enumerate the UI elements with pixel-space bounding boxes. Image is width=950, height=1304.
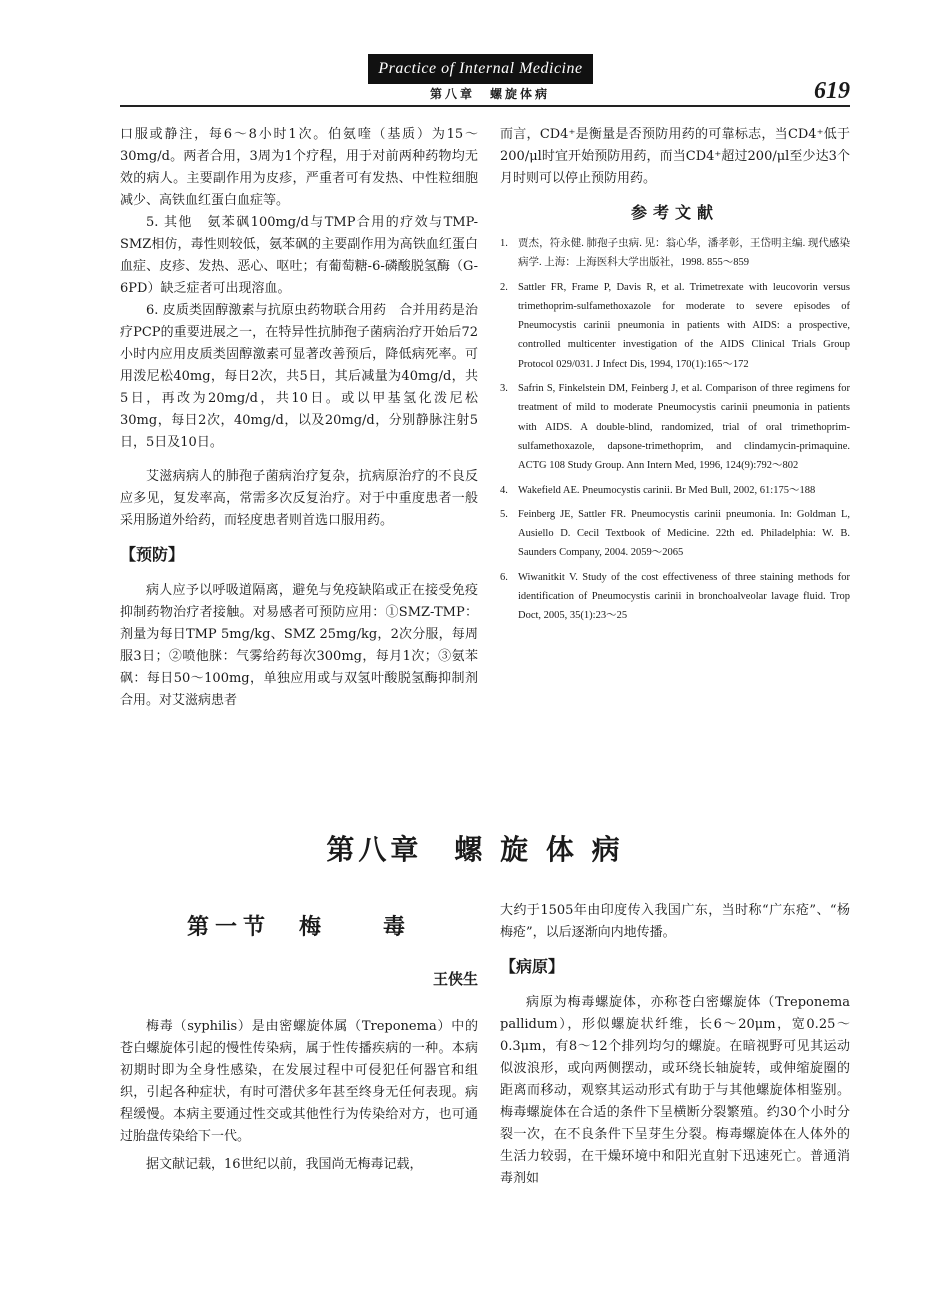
paragraph: 大约于1505年由印度传入我国广东，当时称“广东疮”、“杨梅疮”，以后逐渐向内地传播。 xyxy=(500,903,850,940)
right-column-bottom xyxy=(500,900,850,1190)
right-column-top xyxy=(500,124,850,631)
reference-number: 2. xyxy=(500,281,508,293)
running-chapter-tag: 第八章 螺旋体病 xyxy=(429,87,550,101)
reference-text: Wiwanitkit V. Study of the cost effectiveness of three staining methods for identification of Pneumocystis carinii in bronchoalveolar lavage fluid. Trop Doct, 2005, 35(1):23～25 xyxy=(518,571,850,622)
reference-text: 贾杰，符永健. 肺孢子虫病. 见：翁心华，潘孝彰，王岱明主编. 现代感染病学. 上海：上海医科大学出版社，1998. 855～859 xyxy=(518,238,850,269)
paragraph: 口服或静注，每6～8小时1次。伯氨喹（基质）为15～30mg/d。两者合用，3周为1个疗程，用于对前两种药物均无效的病人。主要副作用为皮疹，严重者可有发热、中性粒细胞减少、高铁血红蛋白血症等。 xyxy=(120,127,478,208)
reference-item xyxy=(500,568,850,626)
paragraph: 据文献记载，16世纪以前，我国尚无梅毒记载， xyxy=(146,1157,423,1172)
reference-number: 5. xyxy=(500,508,508,520)
reference-item xyxy=(500,505,850,563)
paragraph: 6. 皮质类固醇激素与抗原虫药物联合用药 合并用药是治疗PCP的重要进展之一，在特异性抗肺孢子菌病治疗开始后72小时内应用皮质类固醇激素可显著改善预后，降低病死率。可用泼尼松40mg，每日2次，共5日，其后减量为40mg/d，共5日，再改为20mg/d，共10日。或以甲基氢化泼尼松30mg，每日2次，40mg/d，以及20mg/d，分别静脉注射5日，5日及10日。 xyxy=(120,303,478,450)
header-rule xyxy=(120,105,850,107)
left-column-bottom xyxy=(120,1016,478,1176)
paragraph: 5. 其他 氨苯砜100mg/d与TMP合用的疗效与TMP-SMZ相仿，毒性则较低，氨苯砜的主要副作用为高铁血红蛋白血症、皮疹、发热、恶心、呕吐；有葡萄糖-6-磷酸脱氢酶（G-6PD）缺乏症者可出现溶血。 xyxy=(120,215,478,296)
reference-list xyxy=(500,234,850,626)
journal-banner: Practice of Internal Medicine xyxy=(368,54,593,84)
reference-text: Sattler FR, Frame P, Davis R, et al. Trimetrexate with leucovorin versus trimethoprim-sulfamethoxazole for moderate to severe episodes of Pneumocystis carinii pneumonia in patients with AIDS: a prospective, controlled multicenter investigation of the AIDS Clinical Trials Group Protocol 029/031. J Infect Dis, 1994, 170(1):165～172 xyxy=(518,281,850,370)
chapter-title: 第八章 螺 旋 体 病 xyxy=(326,833,624,866)
left-column-top xyxy=(120,124,478,712)
section-title: 第一节 梅 毒 xyxy=(186,914,411,940)
paragraph: 病人应予以呼吸道隔离，避免与免疫缺陷或正在接受免疫抑制药物治疗者接触。对易感者可预防应用：①SMZ-TMP：剂量为每日TMP 5mg/kg、SMZ 25mg/kg，2次分服，每周服3日；②喷他脒：气雾给药每次300mg，每月1次；③氨苯砜：每日50～100mg，单独应用或与双氢叶酸脱氢酶抑制剂合用。对艾滋病患者 xyxy=(120,583,478,708)
reference-number: 1. xyxy=(500,238,508,249)
paragraph: 梅毒（syphilis）是由密螺旋体属（Treponema）中的苍白螺旋体引起的慢性传染病，属于性传播疾病的一种。本病初期时即为全身性感染，在发展过程中可侵犯任何器官和组织，引起各种症状，有时可潜伏多年甚至终身无任何表现。病程缓慢。本病主要通过性交或其他性行为传染给对方，也可通过胎盘传染给下一代。 xyxy=(120,1019,478,1144)
reference-item xyxy=(500,278,850,374)
author: 王侠生 xyxy=(432,970,478,988)
references-heading: 参考文献 xyxy=(630,203,719,222)
paragraph: 艾滋病病人的肺孢子菌病治疗复杂，抗病原治疗的不良反应多见，复发率高，常需多次反复治疗。对于中重度患者一般采用肠道外给药，而轻度患者则首选口服用药。 xyxy=(120,469,478,528)
reference-number: 4. xyxy=(500,484,508,496)
reference-number: 6. xyxy=(500,571,508,583)
reference-text: Wakefield AE. Pneumocystis carinii. Br Med Bull, 2002, 61:175～188 xyxy=(518,484,816,496)
paragraph: 而言，CD4⁺是衡量是否预防用药的可靠标志，当CD4⁺低于200/μl时宜开始预防用药，而当CD4⁺超过200/μl至少达3个月时则可以停止预防用药。 xyxy=(500,127,850,186)
paragraph: 病原为梅毒螺旋体，亦称苍白密螺旋体（Treponema pallidum），形似螺旋状纤维，长6～20μm，宽0.25～0.3μm，有8～12个排列均匀的螺旋。在暗视野可见其运动似波浪形，或向两侧摆动，或环绕长轴旋转，或伸缩旋圈的距离而移动，观察其运动形式有助于与其他螺旋体相鉴别。梅毒螺旋体在合适的条件下呈横断分裂繁殖。约30个小时分裂一次，在不良条件下呈芽生分裂。梅毒螺旋体在人体外的生活力较弱，在干燥环境中和阳光直射下迅速死亡。普通消毒剂如 xyxy=(500,995,850,1186)
reference-item xyxy=(500,234,850,273)
reference-number: 3. xyxy=(500,383,508,395)
reference-text: Feinberg JE, Sattler FR. Pneumocystis carinii pneumonia. In: Goldman L, Ausiello D. Cecil Textbook of Medicine. 22th ed. Philadelphia: W. B. Saunders Company, 2004. 2059～2065 xyxy=(518,508,850,559)
prevention-heading: 【预防】 xyxy=(120,545,185,564)
reference-item xyxy=(500,481,850,500)
reference-text: Safrin S, Finkelstein DM, Feinberg J, et al. Comparison of three regimens for treatment of mild to moderate Pneumocystis carinii pneumonia in patients with AIDS. A double-blind, randomized, trial of oral trimethoprim-sulfamethoxazole, dapsone-trimethoprim, and clindamycin-primaquine. ACTG 108 Study Group. Ann Intern Med, 1996, 124(9):792～802 xyxy=(518,383,850,472)
reference-item xyxy=(500,379,850,475)
etiology-heading: 【病原】 xyxy=(500,957,565,976)
page-number: 619 xyxy=(814,78,850,104)
